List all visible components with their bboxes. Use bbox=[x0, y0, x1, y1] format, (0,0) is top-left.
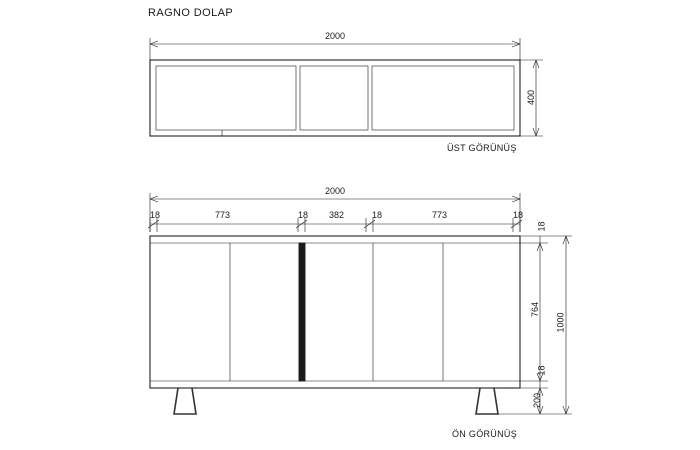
front-view-segment-4: 382 bbox=[329, 210, 345, 220]
front-view-segment-1: 18 bbox=[150, 210, 161, 220]
top-view-width-dimension: 2000 bbox=[325, 31, 346, 41]
front-view-segment-5: 18 bbox=[372, 210, 383, 220]
top-view-depth-dimension: 400 bbox=[526, 89, 537, 106]
front-view-segment-3: 18 bbox=[298, 210, 309, 220]
front-view-overall-width-dimension: 2000 bbox=[325, 186, 346, 196]
front-view-label: ÖN GÖRÜNÜŞ bbox=[452, 429, 518, 439]
front-view-segment-7: 18 bbox=[513, 210, 524, 220]
top-view-label: ÜST GÖRÜNÜŞ bbox=[447, 143, 517, 153]
front-view-segment-6: 773 bbox=[432, 210, 448, 220]
front-view-door-band-dimension: 764 bbox=[530, 301, 541, 318]
front-view-segment-2: 773 bbox=[215, 210, 231, 220]
front-view-overall-height-dimension: 1000 bbox=[555, 312, 566, 333]
front-view-bottom-rail-dimension: 18 bbox=[536, 365, 547, 376]
page-title: RAGNO DOLAP bbox=[148, 7, 234, 19]
front-view-leg-height-dimension: 200 bbox=[532, 392, 543, 409]
front-view-top-rail-dimension: 18 bbox=[536, 221, 547, 232]
